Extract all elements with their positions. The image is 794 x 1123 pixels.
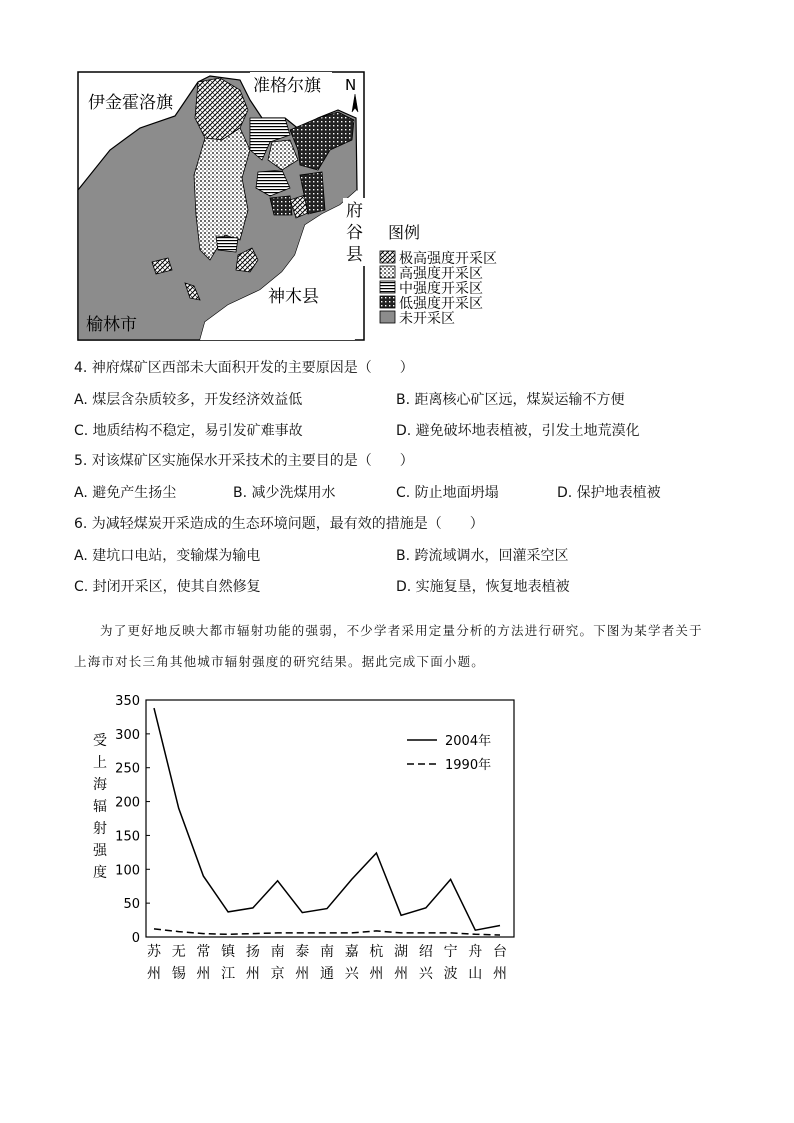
x-tick-label: 江 bbox=[221, 966, 236, 982]
x-tick-label: 镇 bbox=[221, 944, 236, 960]
y-tick-label: 300 bbox=[115, 727, 140, 743]
label-yijinhuoluo: 伊金霍洛旗 bbox=[88, 93, 173, 113]
question-4-option-b[interactable]: B. 距离核心矿区远，煤炭运输不方便 bbox=[396, 392, 625, 408]
question-6-option-d[interactable]: D. 实施复垦，恢复地表植被 bbox=[396, 579, 570, 595]
x-tick-label: 苏 bbox=[147, 944, 161, 960]
question-6-option-c[interactable]: C. 封闭开采区，使其自然修复 bbox=[74, 579, 261, 595]
x-tick-label: 山 bbox=[468, 966, 483, 982]
label-fugu-2: 谷 bbox=[346, 223, 363, 243]
x-tick-label: 州 bbox=[394, 966, 409, 982]
y-axis-label-char: 辐 bbox=[93, 799, 107, 815]
y-tick-label: 100 bbox=[115, 863, 140, 879]
y-tick-label: 350 bbox=[115, 694, 140, 709]
x-tick-label: 湖 bbox=[394, 944, 409, 960]
question-5-option-d[interactable]: D. 保护地表植被 bbox=[557, 485, 661, 501]
x-tick-label: 南 bbox=[320, 944, 334, 960]
y-axis-label-char: 强 bbox=[93, 843, 107, 859]
mining-area-map bbox=[0, 0, 794, 345]
legend-title: 图例 bbox=[388, 223, 421, 242]
question-5-option-b[interactable]: B. 减少洗煤用水 bbox=[233, 485, 336, 501]
y-tick-label: 150 bbox=[115, 829, 140, 845]
question-6-option-b[interactable]: B. 跨流域调水，回灌采空区 bbox=[396, 548, 569, 564]
x-tick-label: 无 bbox=[171, 944, 186, 960]
y-axis-label-char: 射 bbox=[93, 821, 107, 837]
x-tick-label: 通 bbox=[320, 966, 334, 982]
question-5-stem: 5. 对该煤矿区实施保水开采技术的主要目的是（ ） bbox=[74, 453, 414, 469]
legend bbox=[380, 250, 497, 327]
y-tick-label: 200 bbox=[115, 795, 140, 811]
legend-low: 低强度开采区 bbox=[399, 296, 483, 312]
legend-label: 1990年 bbox=[445, 758, 492, 773]
y-axis-label-char: 海 bbox=[93, 777, 107, 793]
x-tick-label: 州 bbox=[245, 966, 260, 982]
x-tick-label: 台 bbox=[493, 944, 507, 960]
radiation-line-chart bbox=[0, 690, 794, 990]
legend-label: 2004年 bbox=[445, 734, 492, 749]
legend-high: 高强度开采区 bbox=[399, 266, 483, 282]
x-tick-label: 舟 bbox=[468, 944, 483, 960]
x-tick-label: 南 bbox=[270, 944, 285, 960]
question-6-option-a[interactable]: A. 建坑口电站，变输煤为输电 bbox=[74, 548, 261, 564]
x-tick-label: 锡 bbox=[171, 966, 186, 982]
legend-medium: 中强度开采区 bbox=[399, 281, 483, 297]
question-5-option-a[interactable]: A. 避免产生扬尘 bbox=[74, 485, 177, 501]
question-4-option-a[interactable]: A. 煤层含杂质较多，开发经济效益低 bbox=[74, 392, 303, 408]
y-tick-label: 50 bbox=[123, 897, 140, 913]
y-axis-label-char: 上 bbox=[93, 755, 107, 771]
question-4-stem: 4. 神府煤矿区西部未大面积开发的主要原因是（ ） bbox=[74, 360, 414, 376]
label-fugu-1: 府 bbox=[346, 201, 363, 221]
x-tick-label: 扬 bbox=[245, 944, 260, 960]
label-shenmu: 神木县 bbox=[268, 287, 319, 307]
y-tick-label: 250 bbox=[115, 761, 140, 777]
x-tick-label: 嘉 bbox=[344, 944, 359, 960]
x-tick-label: 州 bbox=[295, 966, 310, 982]
question-4-option-c[interactable]: C. 地质结构不稳定，易引发矿难事故 bbox=[74, 423, 303, 439]
x-tick-label: 常 bbox=[196, 944, 211, 960]
x-tick-label: 杭 bbox=[369, 944, 384, 960]
legend-unmined: 未开采区 bbox=[399, 311, 455, 327]
y-axis-label-char: 度 bbox=[93, 865, 107, 881]
label-zhungeer: 准格尔旗 bbox=[253, 76, 321, 96]
x-tick-label: 绍 bbox=[418, 944, 433, 960]
x-tick-label: 州 bbox=[369, 966, 384, 982]
svg-text:N: N bbox=[345, 76, 357, 94]
intro-line-2: 上海市对长三角其他城市辐射强度的研究结果。据此完成下面小题。 bbox=[74, 654, 486, 669]
y-axis-label-char: 受 bbox=[93, 733, 107, 749]
x-tick-label: 州 bbox=[147, 966, 161, 982]
intro-line-1: 为了更好地反映大都市辐射功能的强弱，不少学者采用定量分析的方法进行研究。下图为某学者关于 bbox=[100, 623, 703, 638]
question-6-stem: 6. 为减轻煤炭开采造成的生态环境问题，最有效的措施是（ ） bbox=[74, 516, 484, 532]
question-4-option-d[interactable]: D. 避免破坏地表植被，引发土地荒漠化 bbox=[396, 423, 640, 439]
x-tick-label: 京 bbox=[270, 966, 285, 982]
question-5-option-c[interactable]: C. 防止地面坍塌 bbox=[396, 485, 499, 501]
x-tick-label: 州 bbox=[196, 966, 211, 982]
x-tick-label: 泰 bbox=[295, 944, 310, 960]
x-tick-label: 波 bbox=[443, 966, 458, 982]
series-line-1990年 bbox=[154, 929, 500, 935]
x-tick-label: 州 bbox=[493, 966, 507, 982]
x-tick-label: 宁 bbox=[443, 944, 458, 960]
label-yulin: 榆林市 bbox=[86, 315, 137, 335]
label-fugu-3: 县 bbox=[346, 245, 363, 265]
y-tick-label: 0 bbox=[131, 931, 140, 946]
x-tick-label: 兴 bbox=[344, 966, 359, 982]
legend-very-high: 极高强度开采区 bbox=[399, 251, 497, 267]
x-tick-label: 兴 bbox=[418, 966, 433, 982]
